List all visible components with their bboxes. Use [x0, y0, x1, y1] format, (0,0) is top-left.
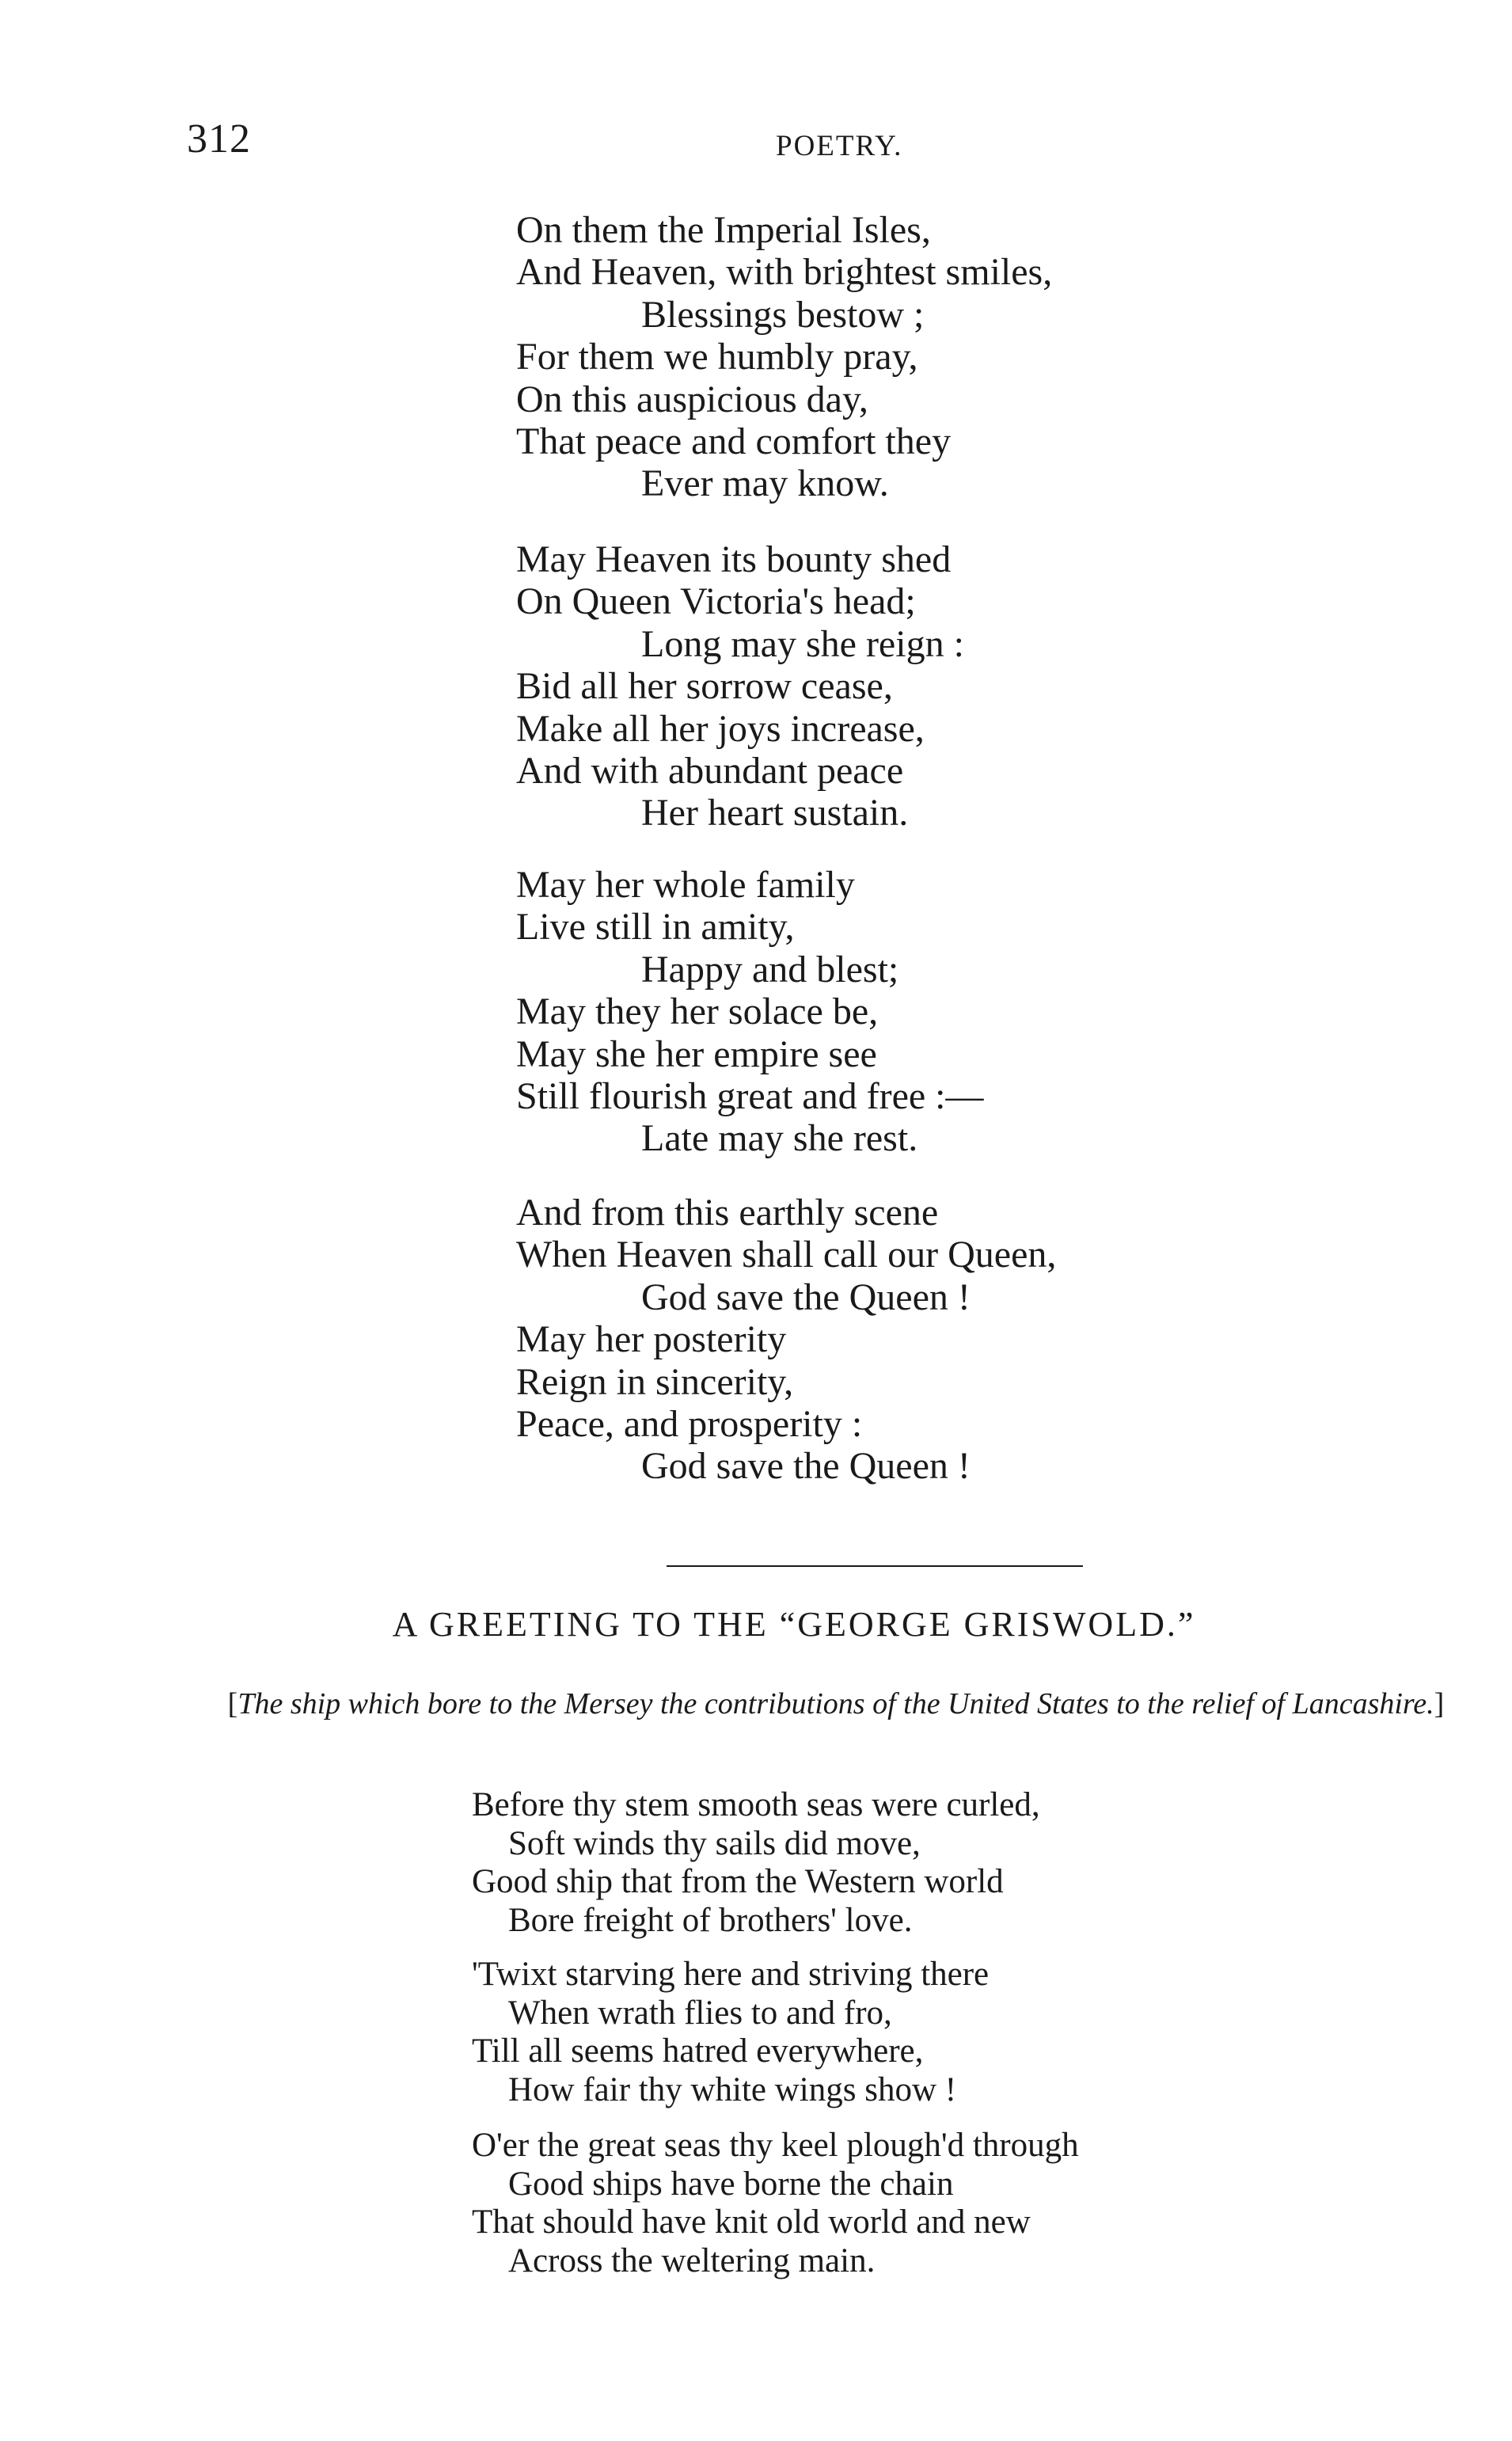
poem-line: Happy and blest; [641, 948, 899, 990]
poem-line: May Heaven its bounty shed [516, 538, 952, 580]
poem-line: Before thy stem smooth seas were curled, [472, 1786, 1040, 1823]
poem-line: On Queen Victoria's head; [516, 580, 916, 623]
headnote-close-bracket: ] [1434, 1687, 1445, 1720]
poem-line: And from this earthly scene [516, 1192, 939, 1234]
poem-headnote [207, 1683, 1465, 1724]
poem-line: Late may she rest. [641, 1117, 918, 1160]
poem-line: May her whole family [516, 864, 855, 906]
poem-line: On them the Imperial Isles, [516, 209, 931, 251]
poem-line: O'er the great seas thy keel plough'd through [472, 2127, 1079, 2164]
poem-line: Till all seems hatred everywhere, [472, 2032, 924, 2070]
poem-line: Bid all her sorrow cease, [516, 665, 893, 708]
running-head: POETRY. [776, 130, 903, 162]
poem-line: And with abundant peace [516, 749, 904, 792]
poem-line: God save the Queen ! [641, 1445, 971, 1488]
poem-line: When Heaven shall call our Queen, [516, 1234, 1057, 1276]
poem-line: Across the weltering main. [508, 2241, 876, 2279]
poem-line: May her posterity [516, 1318, 787, 1361]
poem-line: Blessings bestow ; [641, 293, 925, 336]
poem-line: Soft winds thy sails did move, [508, 1824, 921, 1862]
poem-line: Live still in amity, [516, 906, 795, 949]
greeting-stanza-2 [472, 1956, 1263, 2109]
poem-line: Ever may know. [641, 462, 889, 505]
poem-line: Bore freight of brothers' love. [508, 1901, 913, 1939]
anthem-stanza-4 [516, 1192, 1149, 1488]
poem-line: Good ships have borne the chain [508, 2165, 954, 2203]
poem-line: Reign in sincerity, [516, 1360, 794, 1403]
anthem-stanza-2 [516, 538, 1149, 835]
anthem-stanza-1 [516, 209, 1149, 505]
poem-line: May she her empire see [516, 1032, 877, 1075]
page-number: 312 [187, 116, 251, 162]
poem-line: Peace, and prosperity : [516, 1402, 863, 1445]
poem-line: Still flourish great and free :— [516, 1074, 984, 1117]
greeting-stanza-1 [472, 1786, 1263, 1940]
greeting-stanza-3 [472, 2127, 1263, 2280]
poem-line: Good ship that from the Western world [472, 1863, 1004, 1900]
poem-line: God save the Queen ! [641, 1276, 971, 1318]
poem-line: And Heaven, with brightest smiles, [516, 251, 1053, 294]
poem-line: Long may she reign : [641, 622, 964, 665]
poem-line: That peace and comfort they [516, 420, 952, 462]
poem-line: That should have knit old world and new [472, 2203, 1031, 2241]
poem-line: 'Twixt starving here and striving there [472, 1956, 990, 1993]
poem-line: When wrath flies to and fro, [508, 1994, 892, 2032]
poem-line: May they her solace be, [516, 990, 879, 1033]
poem-line: Her heart sustain. [641, 792, 909, 835]
headnote-open-bracket: [ [227, 1687, 238, 1720]
poem-line: On this auspicious day, [516, 378, 868, 420]
poem-line: How fair thy white wings show ! [508, 2070, 957, 2108]
poem-title: A GREETING TO THE “GEORGE GRISWOLD.” [392, 1605, 1196, 1644]
poem-line: Make all her joys increase, [516, 707, 925, 750]
section-divider-rule [667, 1565, 1083, 1567]
poem-line: For them we humbly pray, [516, 336, 918, 378]
anthem-stanza-3 [516, 864, 1149, 1160]
headnote-text: The ship which bore to the Mersey the contributions of the United States to the relief of Lancashire. [237, 1687, 1434, 1720]
